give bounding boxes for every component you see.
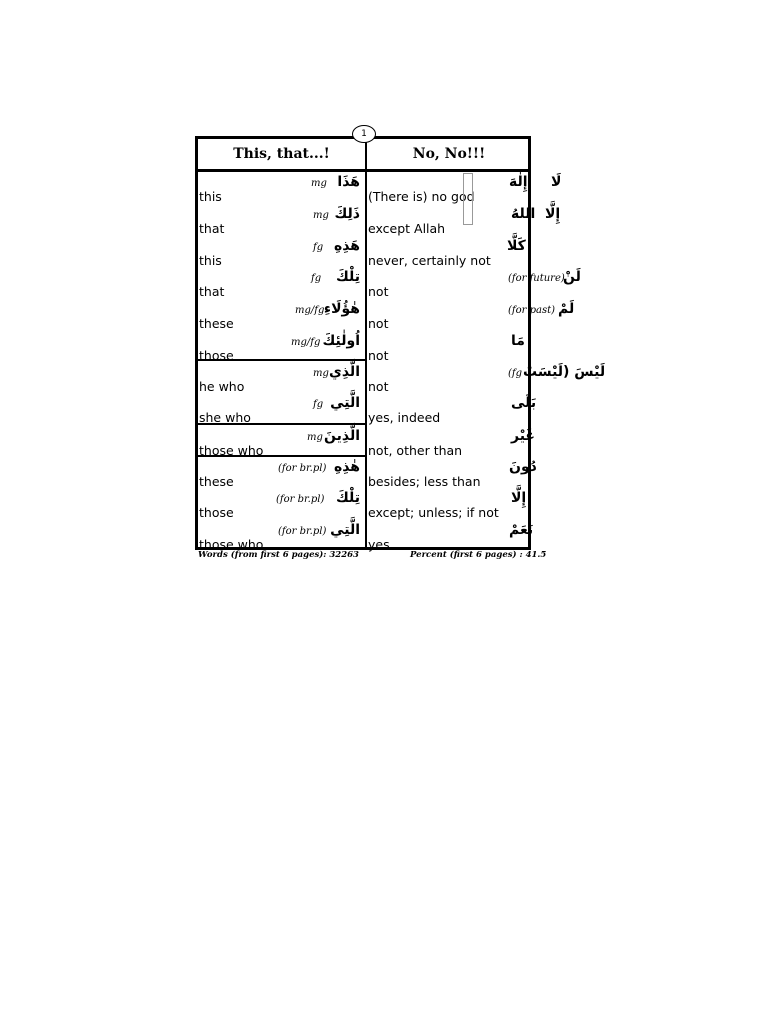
footer-word-count: Words (from first 6 pages): 32263 (198, 550, 359, 560)
english-term: not (368, 284, 389, 299)
table-row (367, 520, 534, 552)
english-term: yes, indeed (368, 410, 441, 425)
english-term: this (199, 253, 222, 268)
right-column-header: No, No!!! (412, 146, 486, 162)
gender-tag: mg (313, 210, 329, 221)
footer-percent: Percent (first 6 pages) : 41.5 (410, 550, 547, 560)
left-column-header: This, that...! (233, 146, 330, 162)
english-term: yes (368, 537, 390, 552)
table-row (198, 426, 365, 458)
gender-tag: (for br.pl) (278, 463, 327, 474)
table-row (198, 488, 365, 520)
english-term: those (199, 348, 234, 363)
english-term: not (368, 348, 389, 363)
english-term: besides; less than (368, 474, 481, 489)
english-term: these (199, 316, 234, 331)
gender-tag: fg (311, 273, 322, 284)
arabic-term: لَنْ (563, 269, 581, 285)
arabic-term: تِلْكَ (335, 490, 360, 506)
arabic-term: اللهُ (511, 206, 536, 222)
english-term: not (368, 379, 389, 394)
english-term: those (199, 505, 234, 520)
english-term: never, certainly not (368, 253, 491, 268)
text-cursor-box (463, 173, 473, 225)
table-row (367, 331, 531, 363)
table-row (198, 267, 365, 299)
english-term: that (199, 284, 225, 299)
table-row (198, 520, 365, 552)
english-term: not, other than (368, 443, 463, 458)
table-row (367, 457, 537, 489)
gender-tag: mg/fg (291, 337, 321, 348)
arabic-term: بَلَى (511, 395, 537, 411)
table-row (367, 267, 581, 299)
arabic-term: لَيْسَ (لَيْسَتْ (523, 364, 606, 380)
gender-tag: fg (313, 399, 324, 410)
table-row (367, 236, 531, 268)
table-row (198, 331, 365, 363)
arabic-term: كَلَّا (507, 238, 526, 254)
arabic-term: الَّتِي (330, 522, 360, 538)
arabic-term: هٰذِهِ (333, 459, 360, 475)
table-row (198, 172, 365, 204)
english-term: he who (199, 379, 245, 394)
arabic-term: الَّذِينَ (324, 428, 360, 444)
arabic-term: هَذَا (337, 174, 360, 190)
table-row (198, 236, 365, 268)
english-term: (There is) no god (368, 189, 475, 204)
english-term: except Allah (368, 221, 446, 236)
gender-tag: (for br.pl) (276, 494, 325, 505)
table-row (198, 299, 365, 331)
english-term: that (199, 221, 225, 236)
table-row (367, 204, 561, 236)
gender-tag: mg (313, 368, 329, 379)
english-term: those who (199, 537, 264, 552)
english-term: except; unless; if not (368, 505, 499, 520)
page-number-badge: 1 (352, 125, 376, 143)
arabic-term: الَّتِي (330, 395, 360, 411)
tense-tag: (for past) (508, 305, 555, 316)
arabic-term: غَيْر (511, 428, 535, 444)
arabic-term: هٰؤُلَاءِ (323, 301, 360, 317)
gender-tag: (for br.pl) (278, 526, 327, 537)
arabic-term: اُولٰئِكَ (322, 333, 360, 349)
arabic-term: إِلَّا (511, 490, 527, 506)
arabic-term: إِلَّا (545, 206, 561, 222)
arabic-term: لَا (551, 174, 562, 190)
arabic-term: هَذِهِ (333, 238, 360, 254)
table-row (367, 393, 537, 425)
table-row (367, 362, 606, 394)
english-term: those who (199, 443, 264, 458)
english-term: these (199, 474, 234, 489)
gender-tag: mg/fg (295, 305, 325, 316)
table-row (367, 488, 531, 520)
arabic-term: الَّذِي (329, 364, 360, 380)
arabic-term: دُونَ (509, 459, 537, 475)
arabic-term: إِلٰهَ (509, 174, 528, 190)
table-row (198, 393, 365, 425)
english-term: she who (199, 410, 251, 425)
tense-tag: (for future) (508, 273, 565, 284)
table-row (198, 362, 365, 394)
table-row (198, 204, 365, 236)
arabic-term: لَمْ (558, 301, 575, 317)
arabic-term: نَعَمْ (509, 522, 534, 538)
gender-tag: (fg (508, 368, 523, 379)
table-row (367, 299, 575, 331)
gender-tag: mg (311, 178, 327, 189)
arabic-term: ذَلِكَ (334, 206, 360, 222)
vocabulary-table (195, 136, 606, 552)
english-term: not (368, 316, 389, 331)
arabic-term: مَا (511, 333, 525, 349)
gender-tag: fg (313, 242, 324, 253)
table-row (367, 426, 535, 458)
table-row (367, 172, 562, 204)
english-term: this (199, 189, 222, 204)
arabic-term: تِلْكَ (335, 269, 360, 285)
gender-tag: mg (307, 432, 323, 443)
table-row (198, 457, 365, 489)
